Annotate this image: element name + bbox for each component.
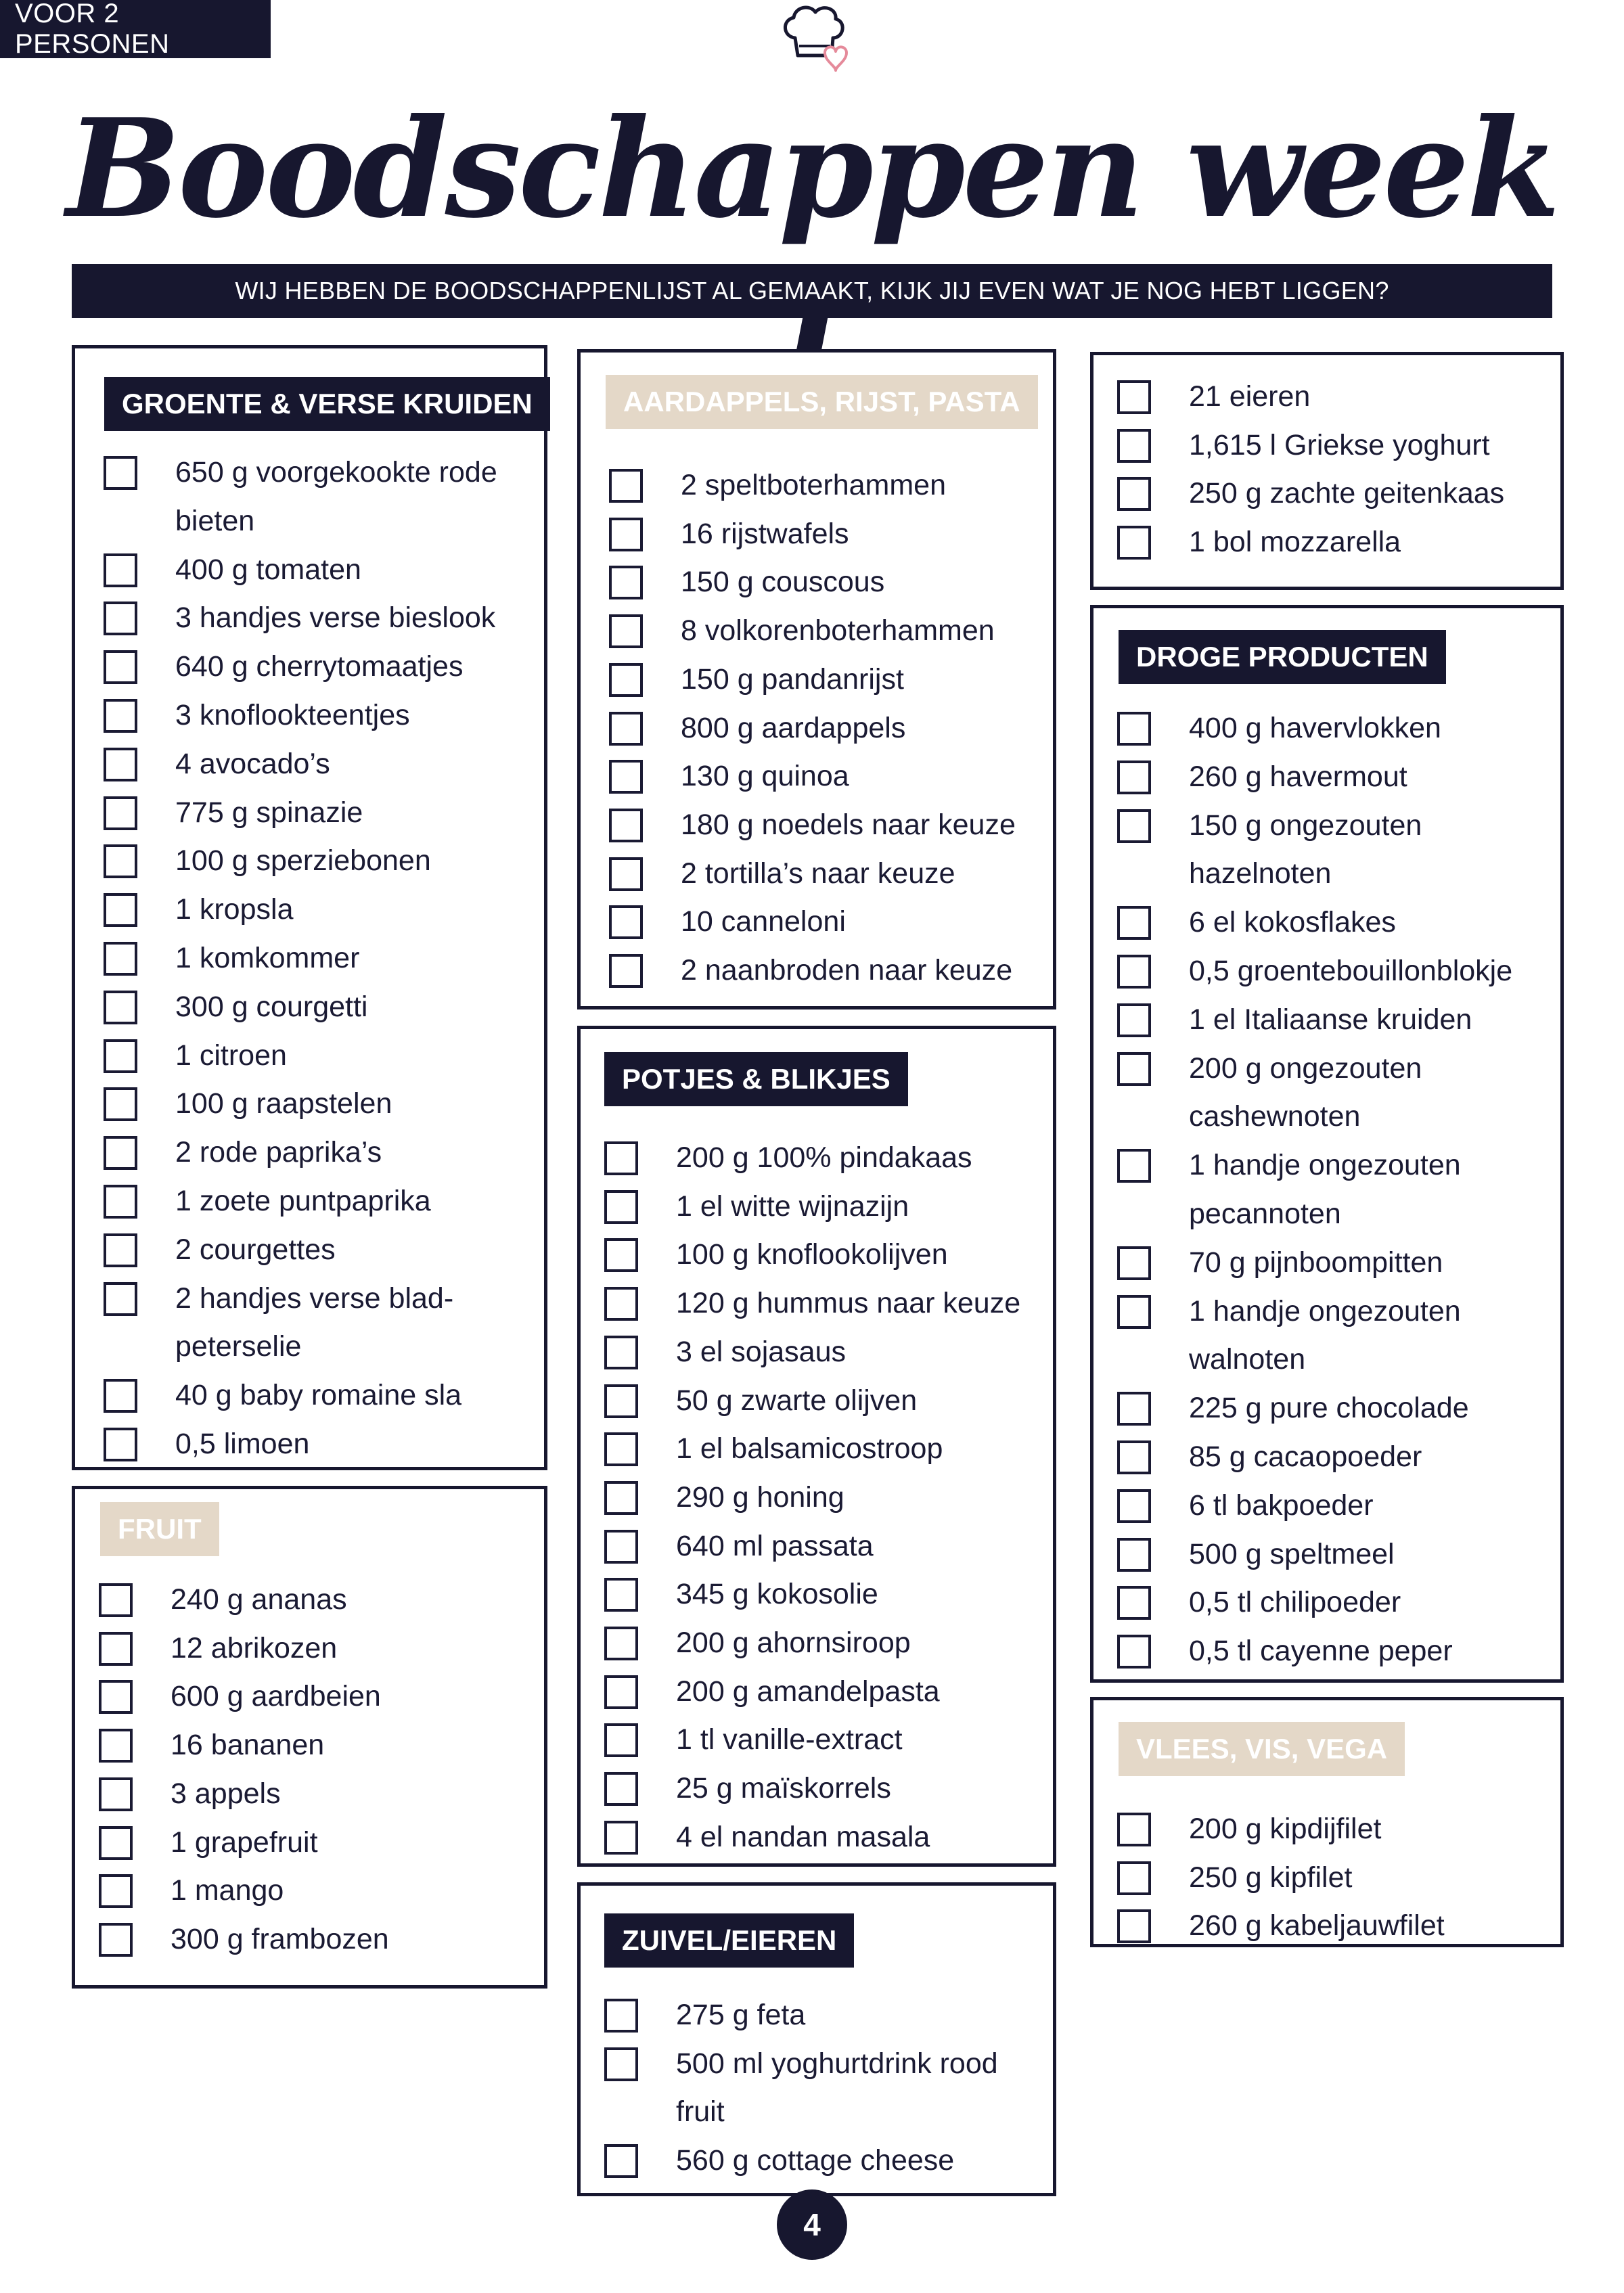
- checkbox[interactable]: [604, 1999, 638, 2033]
- item-label: fruit: [676, 2095, 725, 2128]
- list-item[interactable]: [104, 934, 537, 982]
- item-label: 150 g couscous: [681, 566, 885, 598]
- checkbox[interactable]: [99, 1923, 133, 1957]
- section-potjes: [577, 1026, 1056, 1867]
- item-label: 3 knoflookteentjes: [175, 699, 410, 731]
- list-item[interactable]: [604, 1991, 1037, 2039]
- list-item[interactable]: [604, 1424, 1037, 1473]
- list-item[interactable]: [1117, 995, 1550, 1044]
- checkbox[interactable]: [604, 2047, 638, 2081]
- list-item[interactable]: [1117, 1853, 1550, 1902]
- list-item[interactable]: [99, 1769, 532, 1818]
- item-label: 3 handjes verse bieslook: [175, 601, 496, 634]
- list-item[interactable]: [99, 1575, 532, 1624]
- item-label: 200 g ongezouten: [1189, 1052, 1422, 1085]
- item-label: 100 g raapstelen: [175, 1087, 392, 1120]
- list-item[interactable]: [604, 1715, 1037, 1764]
- list-item-continuation: [1117, 1189, 1550, 1238]
- item-label: 2 rode paprika’s: [175, 1136, 382, 1168]
- item-label: 1 grapefruit: [171, 1826, 318, 1859]
- item-label: 25 g maïskorrels: [676, 1772, 891, 1804]
- list-item[interactable]: [609, 752, 1042, 800]
- item-label: 6 tl bakpoeder: [1189, 1489, 1374, 1522]
- list-item[interactable]: [604, 1764, 1037, 1813]
- item-label: 275 g feta: [676, 1999, 806, 2031]
- checkbox[interactable]: [104, 1282, 137, 1316]
- list-item[interactable]: [609, 509, 1042, 558]
- list-item[interactable]: [99, 1624, 532, 1673]
- section-aardappels: [577, 349, 1056, 1009]
- checkbox[interactable]: [1117, 1440, 1151, 1474]
- checkbox[interactable]: [104, 991, 137, 1024]
- item-label: 200 g ahornsiroop: [676, 1627, 911, 1659]
- list-item[interactable]: [609, 849, 1042, 898]
- checkbox[interactable]: [604, 1723, 638, 1757]
- item-label: 0,5 tl cayenne peper: [1189, 1635, 1453, 1667]
- checkbox[interactable]: [609, 760, 643, 794]
- checkbox[interactable]: [1117, 1489, 1151, 1523]
- list-item[interactable]: [1117, 469, 1550, 518]
- list-item[interactable]: [104, 593, 537, 642]
- list-item[interactable]: [604, 1813, 1037, 1861]
- item-label: 70 g pijnboompitten: [1189, 1246, 1443, 1279]
- list-item[interactable]: [104, 1225, 537, 1274]
- item-label: 300 g frambozen: [171, 1923, 389, 1955]
- list-item[interactable]: [1117, 1141, 1550, 1189]
- item-label: 2 handjes verse blad-: [175, 1282, 454, 1315]
- item-label: 10 canneloni: [681, 905, 846, 938]
- list-item[interactable]: [1117, 947, 1550, 995]
- checkbox[interactable]: [604, 1141, 638, 1175]
- list-item[interactable]: [604, 1618, 1037, 1667]
- checkbox[interactable]: [609, 905, 643, 939]
- item-label: 1 kropsla: [175, 893, 294, 926]
- item-label: 120 g hummus naar keuze: [676, 1287, 1021, 1319]
- item-label: 400 g tomaten: [175, 553, 361, 586]
- section-title: FRUIT: [100, 1502, 219, 1556]
- checkbox[interactable]: [104, 1428, 137, 1461]
- item-label: 1 handje ongezouten: [1189, 1295, 1461, 1327]
- list-item[interactable]: [1117, 1578, 1550, 1627]
- list-item[interactable]: [1117, 1901, 1550, 1950]
- checkbox[interactable]: [604, 1530, 638, 1564]
- checkbox[interactable]: [104, 1136, 137, 1170]
- item-label: 50 g zwarte olijven: [676, 1384, 918, 1417]
- list-item[interactable]: [609, 655, 1042, 704]
- list-item[interactable]: [104, 1031, 537, 1080]
- section-groente: [72, 345, 547, 1470]
- list-item[interactable]: [604, 1376, 1037, 1425]
- item-label: 640 g cherrytomaatjes: [175, 650, 464, 683]
- list-item-continuation: [604, 2087, 1037, 2136]
- list-item-continuation: [104, 1322, 537, 1371]
- item-label: 225 g pure chocolade: [1189, 1392, 1469, 1424]
- checkbox[interactable]: [604, 1772, 638, 1806]
- checkbox[interactable]: [104, 699, 137, 733]
- item-label: 1 el balsamicostroop: [676, 1432, 943, 1465]
- list-item[interactable]: [604, 1182, 1037, 1231]
- checkbox[interactable]: [1117, 526, 1151, 560]
- checkbox[interactable]: [604, 1336, 638, 1369]
- checkbox[interactable]: [104, 893, 137, 927]
- list-item[interactable]: [604, 2136, 1037, 2185]
- persons-tag: VOOR 2 PERSONEN: [0, 0, 271, 58]
- list-item[interactable]: [104, 642, 537, 691]
- section-vlees: [1090, 1697, 1564, 1947]
- section-zuivel-vervolg: [1090, 352, 1564, 590]
- checkbox[interactable]: [604, 1578, 638, 1612]
- item-label: 6 el kokosflakes: [1189, 906, 1396, 938]
- list-item[interactable]: [104, 788, 537, 837]
- item-label: 150 g ongezouten: [1189, 809, 1422, 842]
- item-label: 260 g kabeljauwfilet: [1189, 1909, 1445, 1942]
- checkbox[interactable]: [609, 518, 643, 551]
- list-item[interactable]: [104, 1079, 537, 1128]
- page-number: 4: [777, 2189, 847, 2260]
- checkbox[interactable]: [1117, 1909, 1151, 1943]
- section-title: DROGE PRODUCTEN: [1119, 630, 1446, 684]
- chef-hat-heart-icon: [775, 3, 856, 78]
- checkbox[interactable]: [1117, 1295, 1151, 1329]
- item-label: hazelnoten: [1189, 857, 1332, 890]
- list-item[interactable]: [104, 885, 537, 934]
- list-item[interactable]: [104, 1371, 537, 1420]
- checkbox[interactable]: [104, 456, 137, 490]
- list-item[interactable]: [104, 1128, 537, 1177]
- item-label: 1 handje ongezouten: [1189, 1149, 1461, 1181]
- item-label: 1 el Italiaanse kruiden: [1189, 1003, 1472, 1036]
- item-label: 200 g kipdijfilet: [1189, 1813, 1382, 1845]
- item-label: 200 g 100% pindakaas: [676, 1141, 972, 1174]
- list-item[interactable]: [609, 946, 1042, 995]
- checkbox[interactable]: [609, 809, 643, 842]
- item-label: 300 g courgetti: [175, 991, 368, 1023]
- list-item-continuation: [1117, 1092, 1550, 1141]
- item-label: 4 avocado’s: [175, 748, 330, 780]
- checkbox[interactable]: [609, 712, 643, 746]
- item-label: 1 citroen: [175, 1039, 287, 1072]
- checkbox[interactable]: [99, 1777, 133, 1811]
- section-droge: [1090, 605, 1564, 1683]
- list-item-continuation: [1117, 849, 1550, 898]
- list-item[interactable]: [99, 1672, 532, 1721]
- item-label: 200 g amandelpasta: [676, 1675, 940, 1708]
- item-label: 600 g aardbeien: [171, 1680, 381, 1712]
- list-item[interactable]: [1117, 1044, 1550, 1093]
- checkbox[interactable]: [1117, 955, 1151, 989]
- item-label: 240 g ananas: [171, 1583, 347, 1616]
- list-item[interactable]: [604, 1327, 1037, 1376]
- checkbox[interactable]: [609, 954, 643, 988]
- list-item[interactable]: [1117, 1384, 1550, 1432]
- item-label: 500 g speltmeel: [1189, 1538, 1395, 1570]
- list-item[interactable]: [604, 1667, 1037, 1716]
- item-label: 4 el nandan masala: [676, 1821, 930, 1853]
- item-label: 21 eieren: [1189, 380, 1311, 413]
- checkbox[interactable]: [1117, 477, 1151, 511]
- checkbox[interactable]: [1117, 1003, 1151, 1037]
- list-item[interactable]: [604, 1279, 1037, 1327]
- list-item-continuation: [104, 497, 537, 545]
- checkbox[interactable]: [1117, 712, 1151, 746]
- section-title: AARDAPPELS, RIJST, PASTA: [606, 375, 1038, 429]
- checkbox[interactable]: [1117, 760, 1151, 794]
- checkbox[interactable]: [604, 1821, 638, 1855]
- list-item[interactable]: [99, 1866, 532, 1915]
- checkbox[interactable]: [604, 1238, 638, 1272]
- list-item[interactable]: [104, 1420, 537, 1468]
- list-item[interactable]: [104, 448, 537, 497]
- item-label: 0,5 tl chilipoeder: [1189, 1586, 1401, 1618]
- item-label: 400 g havervlokken: [1189, 712, 1441, 744]
- item-label: 150 g pandanrijst: [681, 663, 904, 696]
- item-label: 2 courgettes: [175, 1233, 336, 1266]
- item-label: 8 volkorenboterhammen: [681, 614, 995, 647]
- item-label: 1 el witte wijnazijn: [676, 1190, 909, 1223]
- list-item[interactable]: [604, 1522, 1037, 1570]
- checkbox[interactable]: [609, 614, 643, 648]
- item-label: pecannoten: [1189, 1198, 1341, 1230]
- list-item-continuation: [1117, 1335, 1550, 1384]
- list-item[interactable]: [1117, 421, 1550, 470]
- checkbox[interactable]: [104, 1087, 137, 1121]
- list-item[interactable]: [1117, 518, 1550, 566]
- checkbox[interactable]: [104, 1185, 137, 1219]
- item-label: 2 tortilla’s naar keuze: [681, 857, 955, 890]
- item-label: 260 g havermout: [1189, 760, 1407, 793]
- list-item[interactable]: [609, 606, 1042, 655]
- list-item[interactable]: [609, 800, 1042, 849]
- checkbox[interactable]: [104, 844, 137, 878]
- item-label: 775 g spinazie: [175, 796, 363, 829]
- item-label: 16 bananen: [171, 1729, 325, 1761]
- item-label: 100 g knoflookolijven: [676, 1238, 948, 1271]
- checkbox[interactable]: [1117, 1586, 1151, 1620]
- checkbox[interactable]: [104, 1233, 137, 1267]
- item-label: 250 g kipfilet: [1189, 1861, 1353, 1894]
- section-fruit: [72, 1486, 547, 1989]
- item-label: 345 g kokosolie: [676, 1578, 878, 1610]
- list-item[interactable]: [609, 558, 1042, 606]
- list-item[interactable]: [1117, 1481, 1550, 1530]
- item-label: 1 mango: [171, 1874, 284, 1907]
- checkbox[interactable]: [1117, 1635, 1151, 1668]
- list-item[interactable]: [99, 1721, 532, 1769]
- item-label: 800 g aardappels: [681, 712, 906, 744]
- list-item[interactable]: [609, 704, 1042, 752]
- list-item[interactable]: [1117, 898, 1550, 947]
- list-item[interactable]: [1117, 1530, 1550, 1579]
- checkbox[interactable]: [604, 1287, 638, 1321]
- list-item[interactable]: [104, 982, 537, 1031]
- list-item[interactable]: [609, 461, 1042, 509]
- item-label: walnoten: [1189, 1343, 1306, 1376]
- list-item[interactable]: [1117, 1804, 1550, 1853]
- checkbox[interactable]: [99, 1874, 133, 1908]
- item-label: 560 g cottage cheese: [676, 2144, 955, 2177]
- item-label: 250 g zachte geitenkaas: [1189, 477, 1505, 509]
- list-item[interactable]: [104, 1177, 537, 1225]
- checkbox[interactable]: [104, 650, 137, 684]
- checkbox[interactable]: [1117, 1813, 1151, 1846]
- list-item[interactable]: [1117, 752, 1550, 801]
- section-title: ZUIVEL/EIEREN: [604, 1913, 854, 1968]
- checkbox[interactable]: [609, 469, 643, 503]
- checkbox[interactable]: [1117, 1149, 1151, 1183]
- checkbox[interactable]: [609, 566, 643, 599]
- item-label: 500 ml yoghurtdrink rood: [676, 2047, 998, 2080]
- instruction-banner: WIJ HEBBEN DE BOODSCHAPPENLIJST AL GEMAAKT, KIJK JIJ EVEN WAT JE NOG HEBT LIGGEN?: [72, 264, 1552, 318]
- item-label: 2 speltboterhammen: [681, 469, 946, 501]
- item-label: 130 g quinoa: [681, 760, 849, 792]
- checkbox[interactable]: [604, 1384, 638, 1418]
- list-item[interactable]: [604, 1473, 1037, 1522]
- checkbox[interactable]: [604, 1481, 638, 1515]
- item-label: 1 zoete puntpaprika: [175, 1185, 431, 1217]
- item-label: 180 g noedels naar keuze: [681, 809, 1016, 841]
- section-title: VLEES, VIS, VEGA: [1119, 1722, 1405, 1776]
- section-title: GROENTE & VERSE KRUIDEN: [104, 377, 550, 431]
- checkbox[interactable]: [1117, 1392, 1151, 1426]
- item-label: 40 g baby romaine sla: [175, 1379, 462, 1411]
- list-item[interactable]: [104, 740, 537, 788]
- checkbox[interactable]: [604, 1675, 638, 1709]
- checkbox[interactable]: [1117, 1861, 1151, 1895]
- item-label: 3 appels: [171, 1777, 281, 1810]
- item-label: bieten: [175, 505, 255, 537]
- checkbox[interactable]: [604, 1190, 638, 1224]
- checkbox[interactable]: [104, 601, 137, 635]
- checkbox[interactable]: [104, 1379, 137, 1413]
- list-item[interactable]: [1117, 704, 1550, 752]
- checkbox[interactable]: [99, 1729, 133, 1763]
- checkbox[interactable]: [609, 663, 643, 697]
- checkbox[interactable]: [99, 1680, 133, 1714]
- list-item[interactable]: [104, 545, 537, 594]
- checkbox[interactable]: [604, 2144, 638, 2178]
- list-item[interactable]: [99, 1818, 532, 1867]
- checkbox[interactable]: [1117, 380, 1151, 414]
- item-label: 640 ml passata: [676, 1530, 874, 1562]
- section-zuivel: [577, 1882, 1056, 2196]
- item-label: 1 tl vanille-extract: [676, 1723, 903, 1756]
- checkbox[interactable]: [609, 857, 643, 891]
- list-item[interactable]: [1117, 1627, 1550, 1675]
- checkbox[interactable]: [99, 1826, 133, 1860]
- item-label: 85 g cacaopoeder: [1189, 1440, 1422, 1473]
- item-label: 1,615 l Griekse yoghurt: [1189, 429, 1490, 461]
- checkbox[interactable]: [1117, 429, 1151, 463]
- list-item[interactable]: [1117, 1432, 1550, 1481]
- list-item[interactable]: [609, 897, 1042, 946]
- checkbox[interactable]: [1117, 809, 1151, 843]
- list-item[interactable]: [604, 1230, 1037, 1279]
- item-label: 0,5 limoen: [175, 1428, 310, 1460]
- checkbox[interactable]: [1117, 1052, 1151, 1086]
- list-item[interactable]: [104, 836, 537, 885]
- checkbox[interactable]: [1117, 906, 1151, 940]
- list-item[interactable]: [1117, 1287, 1550, 1336]
- item-label: 3 el sojasaus: [676, 1336, 846, 1368]
- checkbox[interactable]: [604, 1432, 638, 1466]
- checkbox[interactable]: [104, 1039, 137, 1073]
- item-label: 650 g voorgekookte rode: [175, 456, 497, 489]
- checkbox[interactable]: [104, 796, 137, 830]
- list-item[interactable]: [604, 2039, 1037, 2088]
- item-label: 100 g sperziebonen: [175, 844, 431, 877]
- list-item[interactable]: [604, 1133, 1037, 1182]
- checkbox[interactable]: [104, 553, 137, 587]
- page-title: Boodschappen week: [66, 89, 1558, 248]
- list-item[interactable]: [104, 691, 537, 740]
- checkbox[interactable]: [104, 942, 137, 976]
- item-label: 1 komkommer: [175, 942, 360, 974]
- checkbox[interactable]: [104, 748, 137, 781]
- list-item[interactable]: [604, 1570, 1037, 1618]
- checkbox[interactable]: [1117, 1538, 1151, 1572]
- checkbox[interactable]: [1117, 1246, 1151, 1280]
- list-item[interactable]: [1117, 1238, 1550, 1287]
- item-label: peterselie: [175, 1330, 302, 1363]
- item-label: 2 naanbroden naar keuze: [681, 954, 1013, 986]
- checkbox[interactable]: [99, 1632, 133, 1666]
- item-label: 16 rijstwafels: [681, 518, 849, 550]
- item-label: 290 g honing: [676, 1481, 844, 1514]
- item-label: 12 abrikozen: [171, 1632, 338, 1664]
- section-title: POTJES & BLIKJES: [604, 1052, 908, 1106]
- list-item[interactable]: [104, 1274, 537, 1323]
- checkbox[interactable]: [604, 1627, 638, 1660]
- list-item[interactable]: [1117, 801, 1550, 850]
- item-label: 1 bol mozzarella: [1189, 526, 1401, 558]
- list-item[interactable]: [99, 1915, 532, 1963]
- item-label: cashewnoten: [1189, 1100, 1361, 1133]
- list-item[interactable]: [1117, 372, 1550, 421]
- checkbox[interactable]: [99, 1583, 133, 1617]
- item-label: 0,5 groentebouillonblokje: [1189, 955, 1513, 987]
